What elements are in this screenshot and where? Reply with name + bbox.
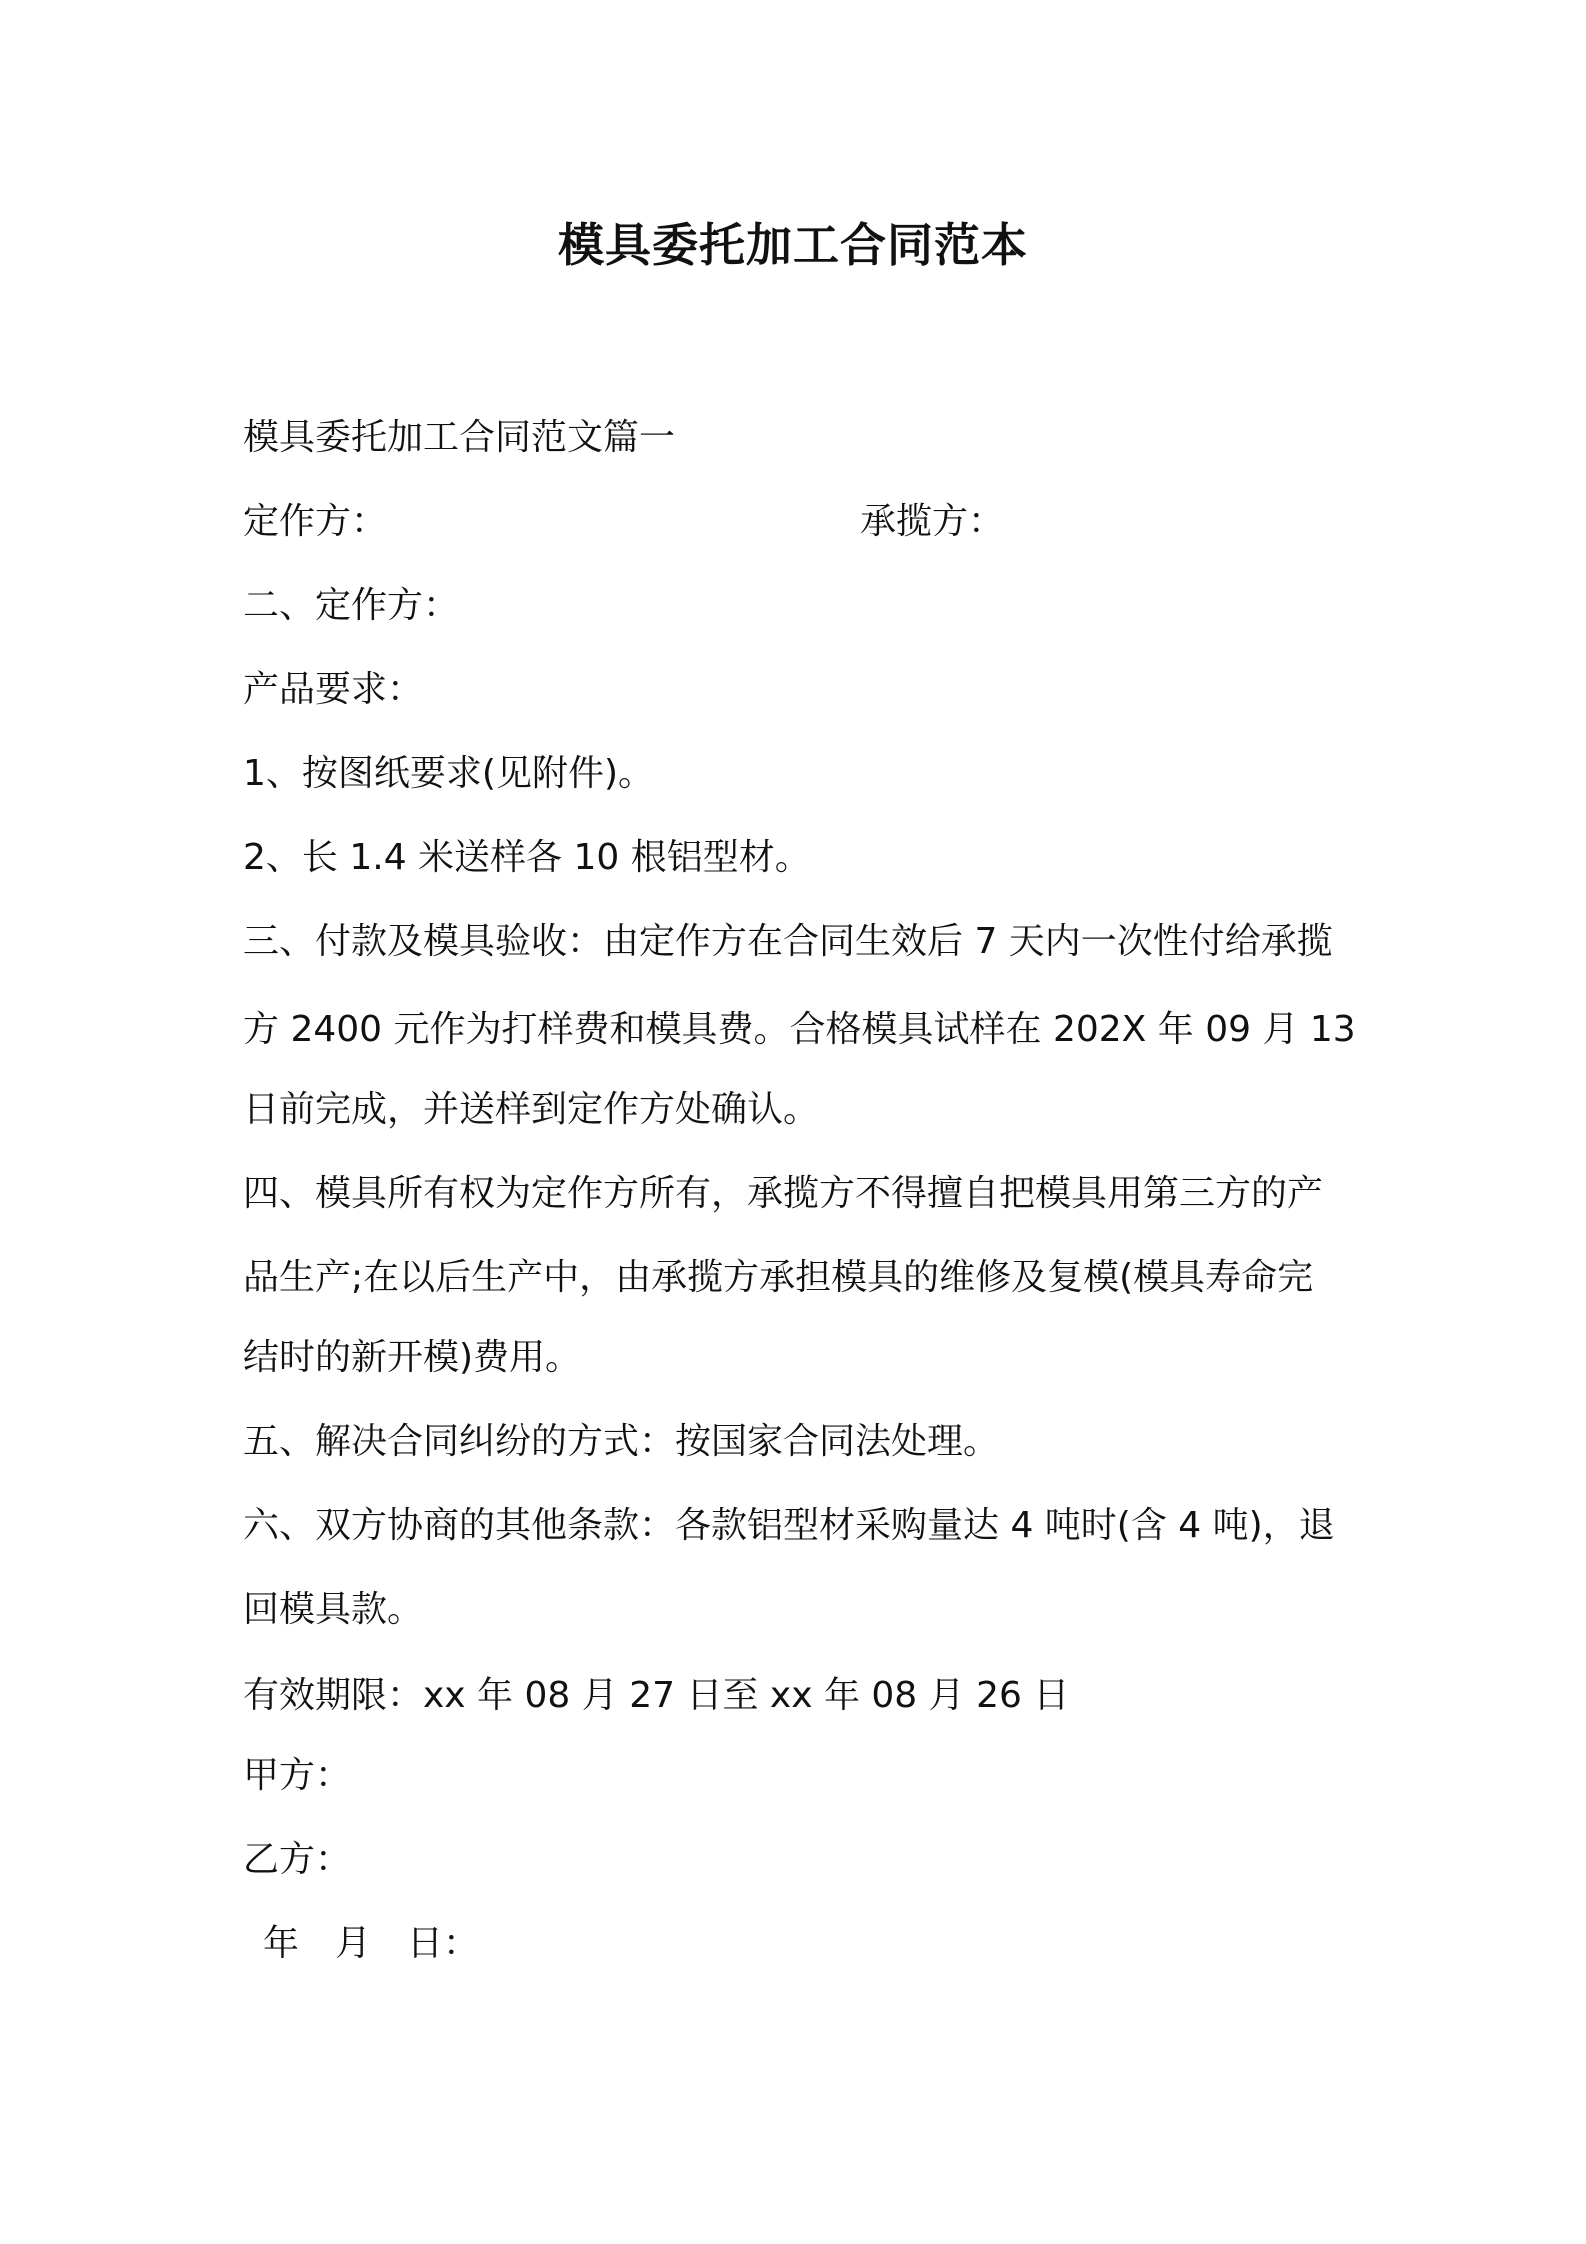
section-five: 五、解决合同纠纷的方式：按国家合同法处理。 bbox=[243, 1421, 1000, 1462]
party-maker-label: 定作方： bbox=[243, 501, 388, 542]
date-line: 年 月 日： bbox=[263, 1923, 480, 1964]
section-four-line-1: 四、模具所有权为定作方所有，承揽方不得擅自把模具用第三方的产 bbox=[243, 1173, 1324, 1214]
party-a-signature: 甲方： bbox=[243, 1755, 352, 1796]
section-four-line-3: 结时的新开模)费用。 bbox=[243, 1337, 582, 1378]
validity-period: 有效期限：xx 年 08 月 27 日至 xx 年 08 月 26 日 bbox=[243, 1675, 1070, 1716]
party-contractor-label: 承揽方： bbox=[860, 501, 1005, 542]
section-three-line-2: 方 2400 元作为打样费和模具费。合格模具试样在 202X 年 09 月 13 bbox=[243, 1009, 1356, 1050]
section-three-line-3: 日前完成，并送样到定作方处确认。 bbox=[243, 1089, 820, 1130]
document-title: 模具委托加工合同范本 bbox=[558, 218, 1028, 272]
document-subtitle: 模具委托加工合同范文篇一 bbox=[243, 417, 676, 458]
requirement-2: 2、长 1.4 米送样各 10 根铝型材。 bbox=[243, 837, 811, 878]
party-b-signature: 乙方： bbox=[243, 1839, 352, 1880]
requirement-1: 1、按图纸要求(见附件)。 bbox=[243, 753, 654, 794]
section-three-line-1: 三、付款及模具验收：由定作方在合同生效后 7 天内一次性付给承揽 bbox=[243, 921, 1333, 962]
product-requirements-heading: 产品要求： bbox=[243, 669, 424, 710]
section-six-line-1: 六、双方协商的其他条款：各款铝型材采购量达 4 吨时(含 4 吨)，退 bbox=[243, 1505, 1335, 1546]
section-two: 二、定作方： bbox=[243, 585, 460, 626]
section-four-line-2: 品生产;在以后生产中，由承揽方承担模具的维修及复模(模具寿命完 bbox=[243, 1257, 1314, 1298]
section-six-line-2: 回模具款。 bbox=[243, 1589, 424, 1630]
parties-line bbox=[243, 494, 1363, 550]
